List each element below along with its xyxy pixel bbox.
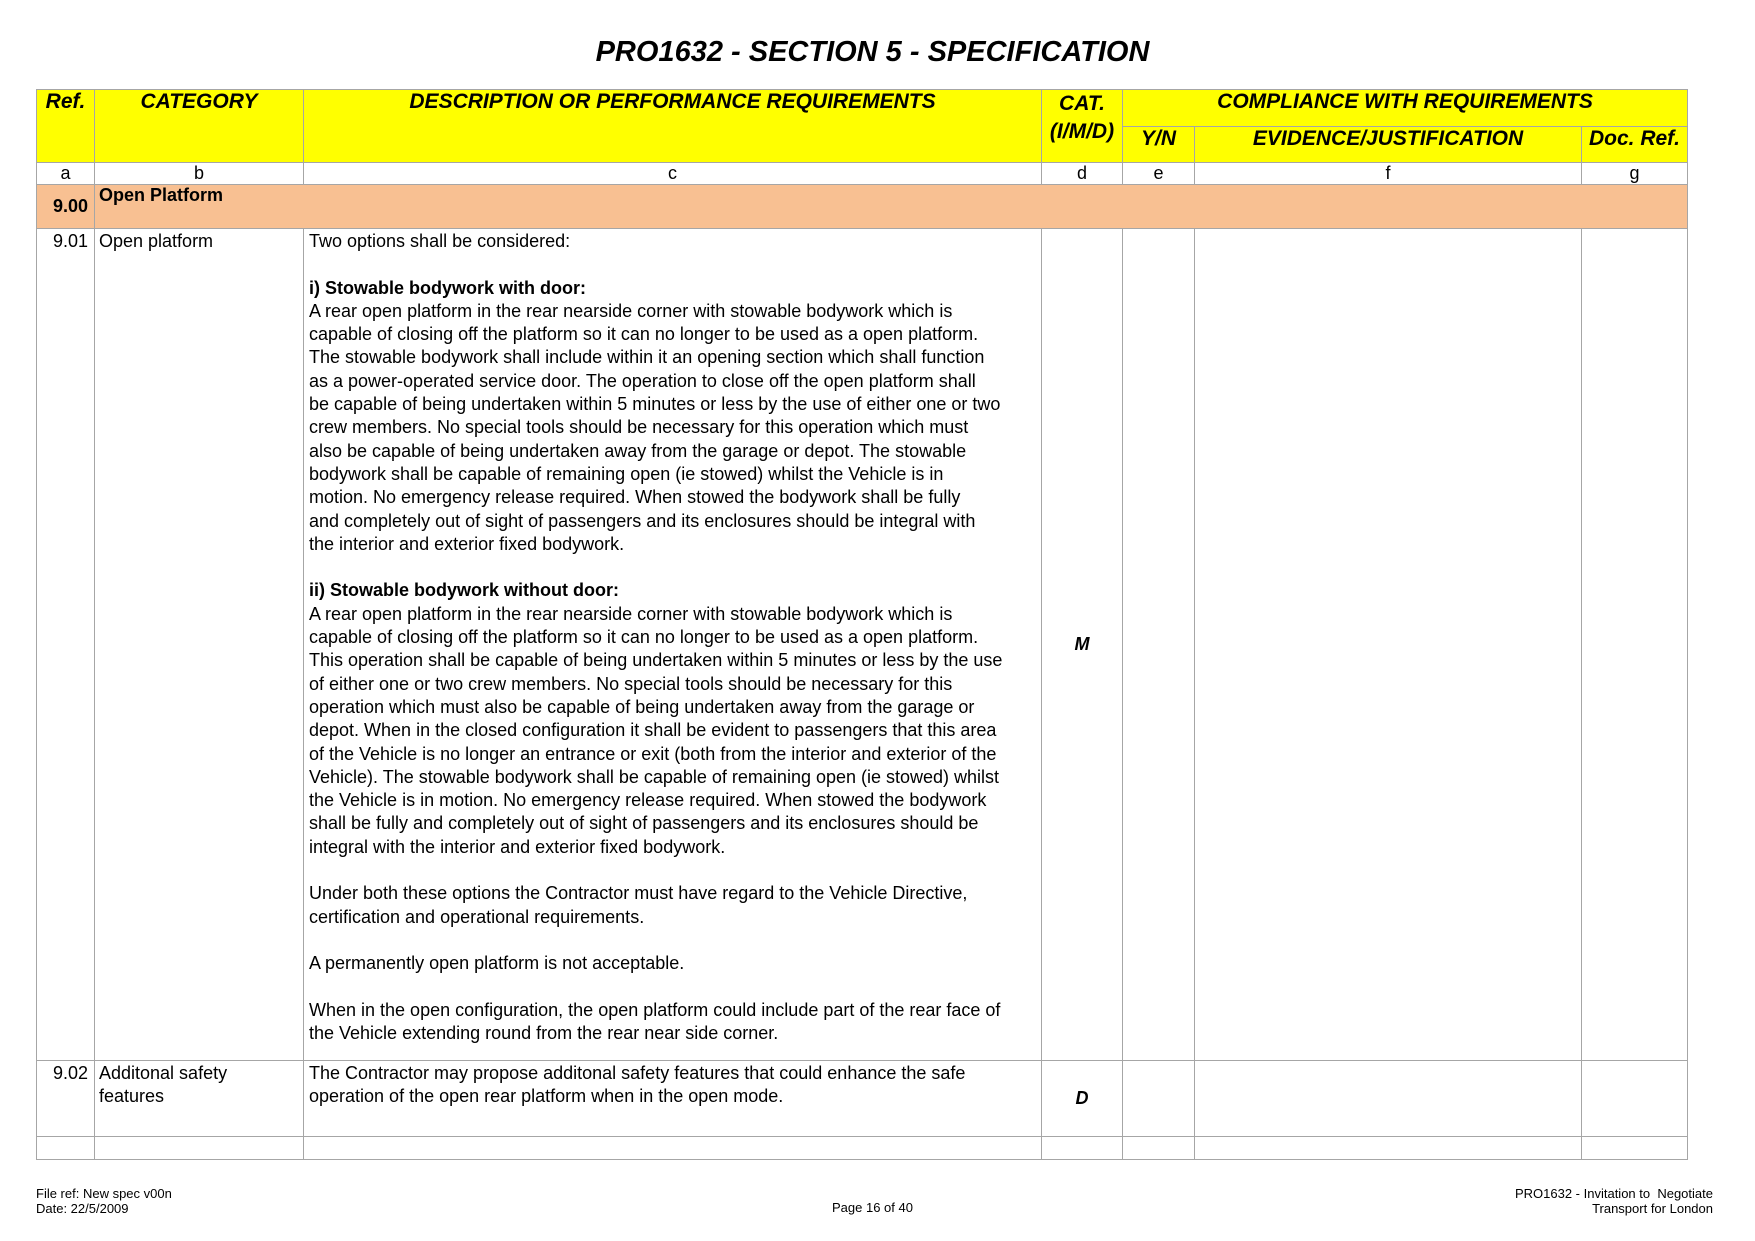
row-description xyxy=(304,229,1042,1061)
description-line xyxy=(309,556,1041,579)
description-line: A rear open platform in the rear nearside corner with stowable bodywork which is xyxy=(309,603,953,624)
footer-file-ref: File ref: New spec v00n xyxy=(36,1186,172,1201)
table-row xyxy=(37,229,1688,1061)
header-compliance: COMPLIANCE WITH REQUIREMENTS xyxy=(1123,90,1688,127)
column-letter: e xyxy=(1123,163,1195,185)
row-cat-value: D xyxy=(1042,1061,1123,1137)
empty-row xyxy=(37,1137,1688,1160)
row-category xyxy=(95,1061,304,1137)
column-letter: a xyxy=(37,163,95,185)
footer-organisation: Transport for London xyxy=(1592,1201,1713,1216)
description-line: integral with the interior and exterior fixed bodywork. xyxy=(309,836,726,857)
row-category-line: features xyxy=(99,1086,165,1107)
footer-project: PRO1632 - Invitation to Negotiate xyxy=(1514,1186,1713,1201)
description-line: operation of the open rear platform when in the open mode. xyxy=(309,1086,784,1107)
description-subheading: i) Stowable bodywork with door: xyxy=(309,277,586,298)
row-category: Open platform xyxy=(95,229,304,1061)
description-line: A rear open platform in the rear nearside corner with stowable bodywork which is xyxy=(309,300,953,321)
page-title: PRO1632 - SECTION 5 - SPECIFICATION xyxy=(595,36,1150,68)
empty-cell xyxy=(304,1137,1042,1160)
description-line: shall be fully and completely out of sight of passengers and its enclosures should be xyxy=(309,813,979,834)
column-letters-row xyxy=(37,163,1688,185)
row-yn-cell[interactable] xyxy=(1123,229,1195,1061)
footer-right xyxy=(1515,1186,1713,1216)
description-line xyxy=(309,859,1041,882)
footer-page-number: Page 16 of 40 xyxy=(832,1200,913,1215)
description-line: Vehicle). The stowable bodywork shall be capable of remaining open (ie stowed) whilst xyxy=(309,766,1000,787)
description-line: This operation shall be capable of being undertaken within 5 minutes or less by the use xyxy=(309,650,1003,671)
row-yn-cell[interactable] xyxy=(1123,1061,1195,1137)
row-evidence-cell[interactable] xyxy=(1195,1061,1582,1137)
description-line: as a power-operated service door. The operation to close off the open platform shall xyxy=(309,370,976,391)
empty-cell xyxy=(1582,1137,1688,1160)
table-row xyxy=(37,1061,1688,1137)
header-cat-line2: (I/M/D) xyxy=(1049,120,1115,143)
footer-date: Date: 22/5/2009 xyxy=(36,1201,129,1216)
header-category: CATEGORY xyxy=(95,90,304,163)
section-ref: 9.00 xyxy=(37,185,95,229)
description-line xyxy=(309,253,1041,276)
header-ref: Ref. xyxy=(37,90,95,163)
section-row xyxy=(37,185,1688,229)
header-yn: Y/N xyxy=(1123,127,1195,163)
empty-cell xyxy=(37,1137,95,1160)
description-line: the Vehicle is in motion. No emergency release required. When stowed the bodywork xyxy=(309,790,987,811)
header-evidence: EVIDENCE/JUSTIFICATION xyxy=(1195,127,1582,163)
description-line: be capable of being undertaken within 5 minutes or less by the use of either one or two xyxy=(309,394,1001,415)
description-line: motion. No emergency release required. When stowed the bodywork shall be fully xyxy=(309,487,961,508)
description-line xyxy=(309,929,1041,952)
row-ref: 9.01 xyxy=(37,229,95,1061)
empty-cell xyxy=(1195,1137,1582,1160)
description-line: and completely out of sight of passengers and its enclosures should be integral with xyxy=(309,510,976,531)
description-line: crew members. No special tools should be necessary for this operation which must xyxy=(309,417,969,438)
row-description xyxy=(304,1061,1042,1137)
description-line: When in the open configuration, the open platform could include part of the rear face of xyxy=(309,999,1001,1020)
row-docref-cell[interactable] xyxy=(1582,229,1688,1061)
description-line: depot. When in the closed configuration it shall be evident to passengers that this area xyxy=(309,720,997,741)
description-line: the Vehicle extending round from the rear near side corner. xyxy=(309,1023,779,1044)
description-line: capable of closing off the platform so it can no longer to be used as a open platform. xyxy=(309,324,979,345)
empty-cell xyxy=(1042,1137,1123,1160)
row-category-line: Additonal safety xyxy=(99,1063,228,1083)
description-line: Under both these options the Contractor must have regard to the Vehicle Directive, xyxy=(309,883,968,904)
header-description: DESCRIPTION OR PERFORMANCE REQUIREMENTS xyxy=(304,90,1042,163)
column-letter: b xyxy=(95,163,304,185)
specification-table xyxy=(36,89,1688,1160)
description-line: A permanently open platform is not acceptable. xyxy=(309,953,685,974)
header-docref: Doc. Ref. xyxy=(1582,127,1688,163)
row-docref-cell[interactable] xyxy=(1582,1061,1688,1137)
description-line: operation which must also be capable of being undertaken away from the garage or xyxy=(309,696,975,717)
empty-cell xyxy=(1123,1137,1195,1160)
header-cat xyxy=(1042,90,1123,163)
description-line: of either one or two crew members. No special tools should be necessary for this xyxy=(309,673,953,694)
description-line: bodywork shall be capable of remaining open (ie stowed) whilst the Vehicle is in xyxy=(309,463,944,484)
description-line: the interior and exterior fixed bodywork. xyxy=(309,533,625,554)
row-evidence-cell[interactable] xyxy=(1195,229,1582,1061)
description-line: capable of closing off the platform so it can no longer to be used as a open platform. xyxy=(309,627,979,648)
column-letter: c xyxy=(304,163,1042,185)
header-cat-line1: CAT. xyxy=(1059,92,1105,115)
section-title: Open Platform xyxy=(95,185,1688,229)
empty-cell xyxy=(95,1137,304,1160)
description-subheading: ii) Stowable bodywork without door: xyxy=(309,580,619,601)
description-line: Two options shall be considered: xyxy=(309,231,571,251)
column-letter: g xyxy=(1582,163,1688,185)
description-line: The Contractor may propose additonal safety features that could enhance the safe xyxy=(309,1063,966,1083)
description-line: also be capable of being undertaken away from the garage or depot. The stowable xyxy=(309,440,967,461)
description-line: of the Vehicle is no longer an entrance or exit (both from the interior and exterior of the xyxy=(309,743,997,764)
row-ref: 9.02 xyxy=(37,1061,95,1137)
description-line: certification and operational requirements. xyxy=(309,906,645,927)
column-letter: f xyxy=(1195,163,1582,185)
row-cat-value: M xyxy=(1042,229,1123,1061)
description-line xyxy=(309,976,1041,999)
column-letter: d xyxy=(1042,163,1123,185)
description-line: The stowable bodywork shall include within it an opening section which shall function xyxy=(309,347,985,368)
